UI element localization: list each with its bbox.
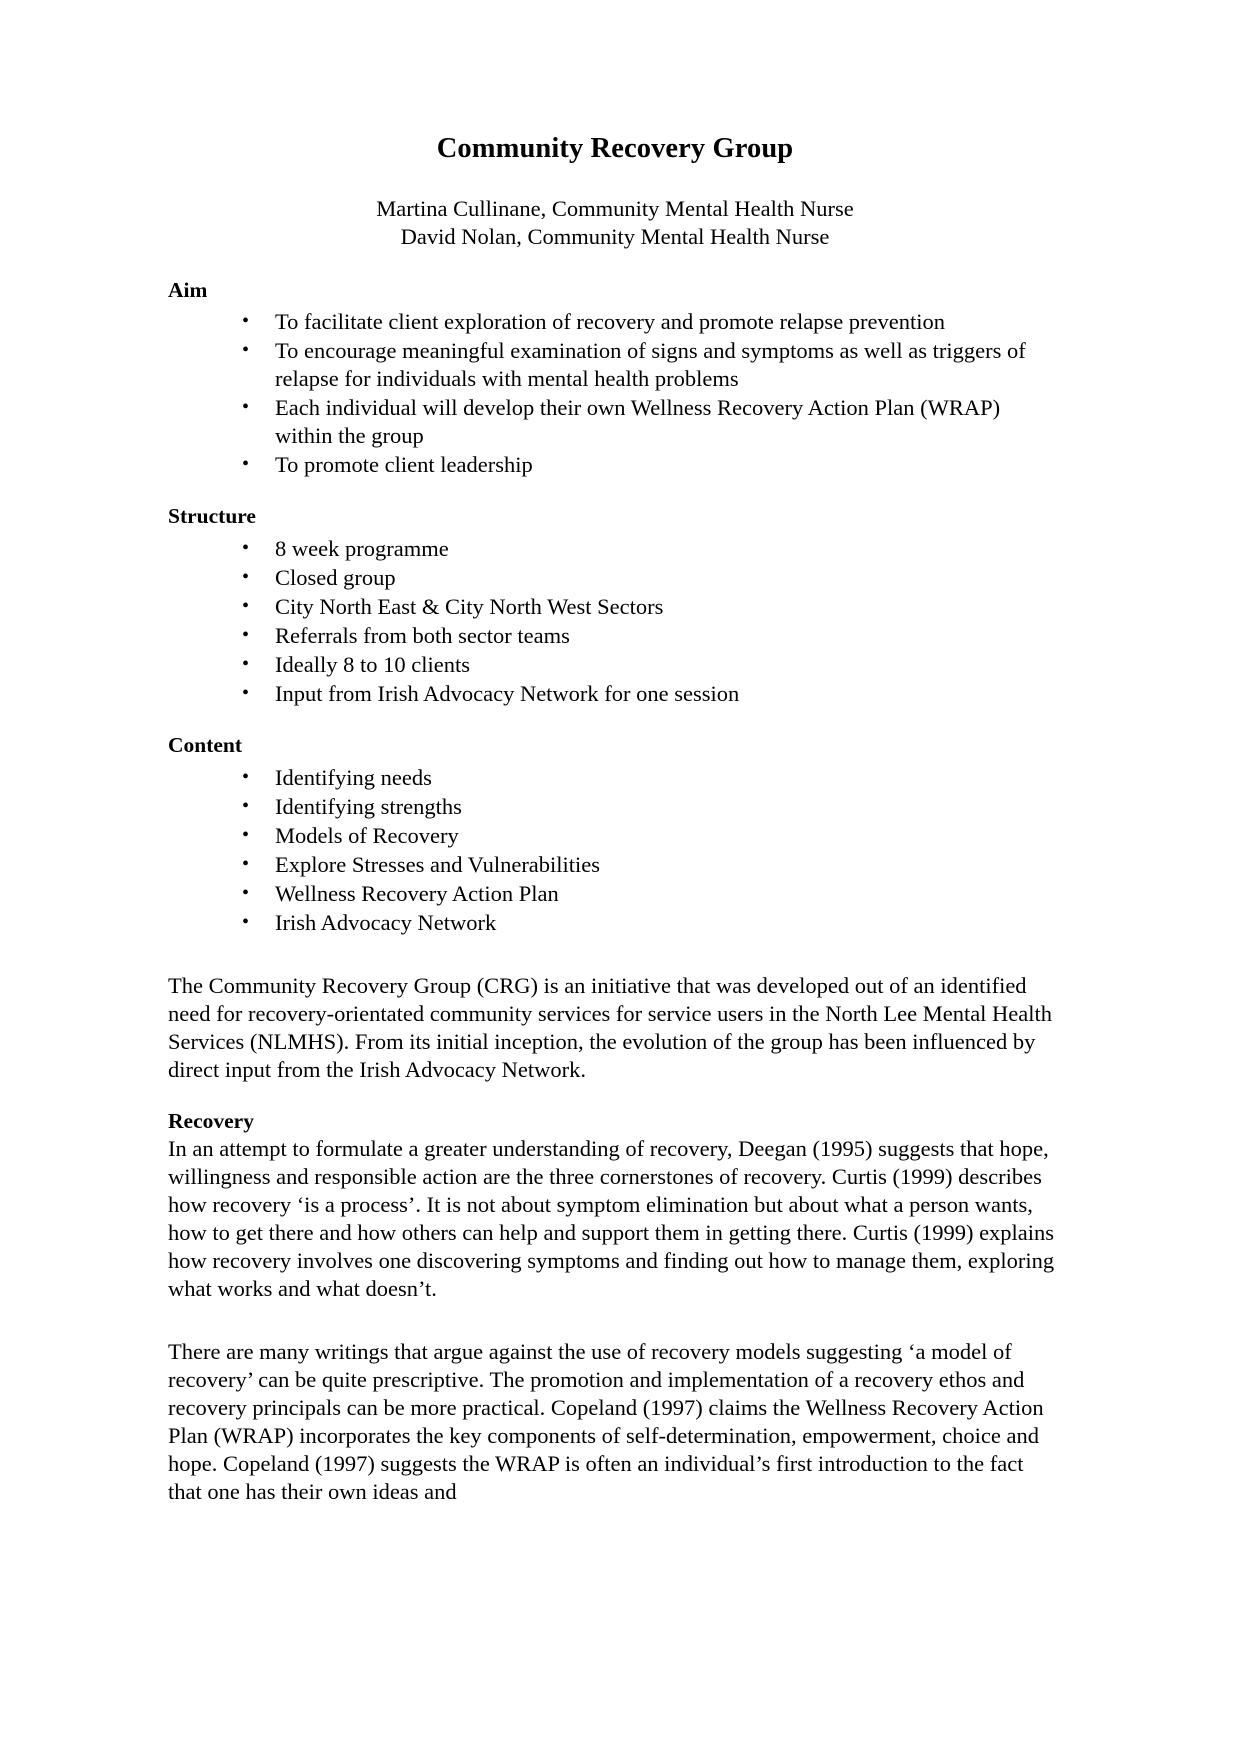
list-item — [168, 793, 1062, 821]
bullet-icon: • — [242, 794, 250, 817]
bullet-icon: • — [242, 852, 250, 875]
list-item — [168, 909, 1062, 937]
author-line-1: Martina Cullinane, Community Mental Health Nurse — [376, 196, 854, 222]
list-item — [168, 337, 1062, 393]
list-item — [168, 651, 1062, 679]
bullet-icon: • — [242, 537, 250, 559]
list-item-label: To encourage meaningful examination of signs and symptoms as well as triggers of relapse for individuals with mental health problems — [275, 338, 1026, 392]
intro-paragraph: The Community Recovery Group (CRG) is an initiative that was developed out of an identified need for recovery-orientated community services for service users in the North Lee Mental Health Services (NLMHS). From its initial inception, the evolution of the group has been influenced by direct input from the Irish Advocacy Network. — [168, 972, 1053, 1082]
spacer — [168, 961, 1062, 972]
list-item — [168, 308, 1062, 336]
bullet-icon: • — [242, 310, 250, 333]
list-item — [168, 851, 1062, 879]
content-bullet-list — [168, 764, 1062, 937]
list-item — [168, 880, 1062, 908]
list-item-label: Models of Recovery — [275, 822, 459, 848]
list-item-label: Identifying needs — [275, 764, 432, 790]
page-title: Community Recovery Group — [436, 133, 794, 164]
section-heading-recovery: Recovery — [168, 1108, 254, 1133]
spacer — [168, 1327, 1062, 1338]
list-item — [168, 451, 1062, 479]
models-paragraph: There are many writings that argue against the use of recovery models suggesting ‘a model of recovery’ can be quite prescriptive. The promotion and implementation of a recovery ethos and recovery principals can be more practical. Copeland (1997) claims the Wellness Recovery Action Plan (WRAP) incorporates the key components of self-determination, empowerment, choice and hope. Copeland (1997) suggests the WRAP is often an individual’s first introduction to the fact that one has their own ideas and — [168, 1339, 1044, 1505]
list-item — [168, 564, 1062, 592]
bullet-icon: • — [242, 624, 250, 646]
list-item — [168, 535, 1062, 563]
bullet-icon: • — [242, 653, 250, 675]
bullet-icon: • — [242, 881, 250, 904]
list-item-label: To promote client leadership — [275, 452, 533, 478]
bullet-icon: • — [242, 453, 250, 476]
bullet-icon: • — [242, 339, 250, 362]
structure-bullet-list — [168, 535, 1062, 708]
author-list — [168, 195, 1062, 251]
list-item — [168, 394, 1062, 450]
section-heading-aim: Aim — [168, 277, 208, 302]
section-aim — [168, 277, 1062, 480]
bullet-icon: • — [242, 765, 250, 788]
list-item-label: Referrals from both sector teams — [275, 623, 570, 648]
bullet-icon: • — [242, 682, 250, 704]
list-item-label: Closed group — [275, 565, 396, 590]
list-item-label: Irish Advocacy Network — [275, 909, 497, 935]
bullet-icon: • — [242, 595, 250, 617]
aim-bullet-list — [168, 308, 1062, 479]
section-structure — [168, 503, 1062, 708]
recovery-paragraph: In an attempt to formulate a greater understanding of recovery, Deegan (1995) suggests that hope, willingness and responsible action are the three cornerstones of recovery. Curtis (1999) describes how recovery ‘is a process’. It is not about symptom elimination but about what a person wants, how to get there and how others can help and support them in getting there. Curtis (1999) explains how recovery involves one discovering symptoms and finding out how to manage them, exploring what works and what doesn’t. — [168, 1136, 1055, 1302]
section-heading-content: Content — [168, 733, 243, 757]
list-item-label: Explore Stresses and Vulnerabilities — [275, 851, 601, 877]
list-item-label: Identifying strengths — [275, 793, 462, 819]
list-item-label: Each individual will develop their own Wellness Recovery Action Plan (WRAP) within the group — [275, 395, 1001, 449]
bullet-icon: • — [242, 823, 250, 846]
list-item-label: City North East & City North West Sectors — [275, 594, 664, 619]
section-content — [168, 732, 1062, 937]
list-item — [168, 593, 1062, 621]
list-item-label: Input from Irish Advocacy Network for one session — [275, 681, 740, 706]
bullet-icon: • — [242, 910, 250, 933]
author-line-2: David Nolan, Community Mental Health Nurse — [400, 224, 830, 250]
list-item — [168, 822, 1062, 850]
list-item — [168, 680, 1062, 708]
list-item-label: Ideally 8 to 10 clients — [275, 652, 470, 677]
list-item — [168, 764, 1062, 792]
bullet-icon: • — [242, 566, 250, 588]
list-item-label: Wellness Recovery Action Plan — [275, 880, 559, 906]
list-item-label: 8 week programme — [275, 536, 449, 561]
list-item — [168, 622, 1062, 650]
section-heading-structure: Structure — [168, 504, 256, 529]
bullet-icon: • — [242, 396, 250, 419]
list-item-label: To facilitate client exploration of recovery and promote relapse prevention — [275, 309, 946, 335]
